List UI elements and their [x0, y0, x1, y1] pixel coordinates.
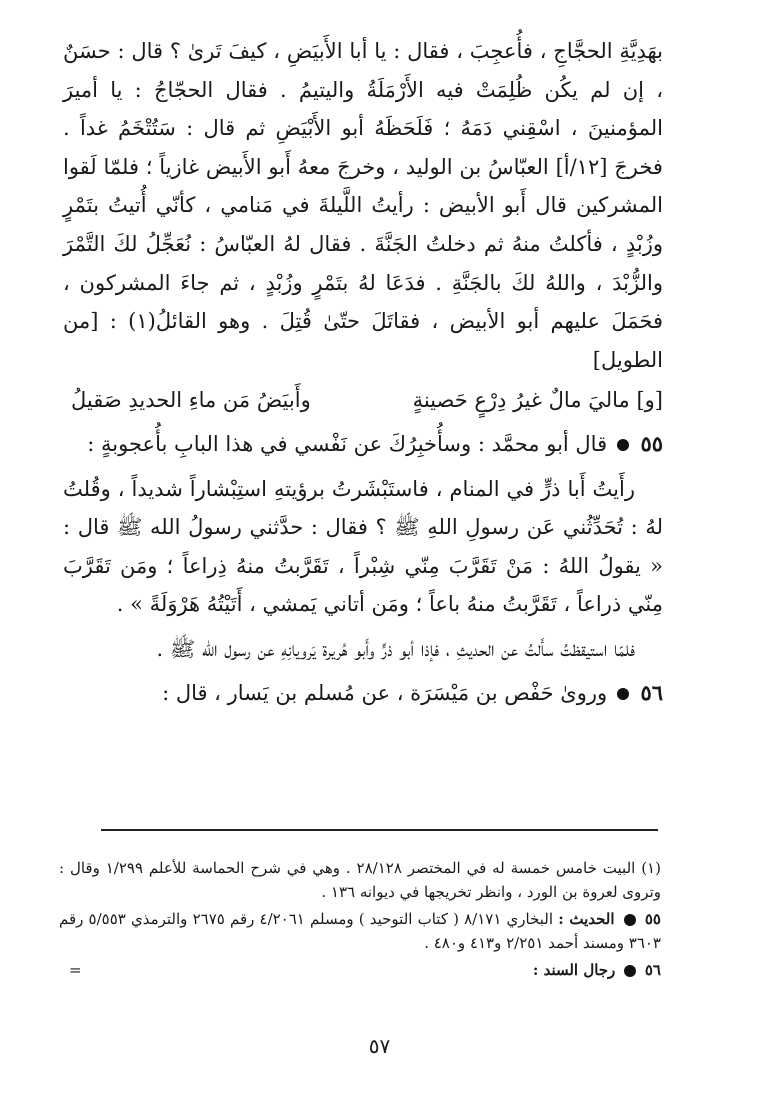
bullet-icon [624, 914, 636, 926]
entry-55 [63, 425, 663, 464]
main-text [63, 32, 663, 712]
footnote-line: (١) البيت خامس خمسة له في المختصر ٢٨/١٢٨ . وهي في شرح الحماسة للأعلم [148, 859, 661, 877]
text-line: منهُ ذِراعاً ؛ ومَن تَقَرَّبَ مِنّي ذراعاً ، تَقَرَّبتُ منهُ باعاً ؛ ومَن أتاني [63, 553, 663, 617]
footnote-separator [101, 829, 658, 831]
text-line: يَمشي ، أَتَيْتُهُ هَرْوَلَةً » . [116, 592, 317, 617]
text-line: الحجّاجُ : يا أميرَ المؤمنينَ ، اسْقِني دَمَهُ ؛ فَلَحَظَهُ أبو الأَبْيَضِ ثم [63, 77, 663, 141]
bullet-icon [624, 965, 636, 977]
footnote-line: والترمذي ٥/٥٥٣ رقم ٣٦٠٣ ومسند أحمد ٢/٢٥١ و٤١٣ و٤٨٠ . [59, 910, 661, 952]
text-line: قال : حسَنٌ ، إن لم يكُن ظُلِمَتْ فيه الأَرْمَلَةُ واليتيمُ . فقال [63, 39, 663, 102]
verse-first-hemistich: [و] ماليَ مالٌ غيرُ دِرْعٍ حَصينةٍ [412, 388, 663, 413]
footnote-line: ١/٢٩٩ وقال : وتروى لعروة بن الورد ، وانظر تخريجها في ديوانه ١٣٦ . [59, 859, 661, 901]
entry-number [613, 425, 663, 464]
footnote-55 [59, 907, 661, 955]
footnote-1 [59, 856, 661, 904]
entry-text: قال أبو محمَّد : وسأُخبِرُكَ عن نَفْسي في هذا البابِ بأُعجوبةٍ : [87, 431, 608, 456]
footnote-number: ٥٥ [644, 910, 661, 928]
text-line: قال : سَتُتْخَمُ غداً . فخرجَ [١٢/أ] العبّاسُ بن الوليد ، وخرجَ معهُ [63, 116, 663, 179]
text-line: وقُلتُ لهُ : تُحَدِّثُني عَن رسولِ اللهِ ﷺ ؟ فقال : حدَّثني [63, 476, 663, 540]
footnote-line: البخاري ٨/١٧١ ( كتاب التوحيد ) ومسلم ٤/٢٠٦١ رقم ٢٦٧٥ [192, 910, 554, 928]
text-line: فلمّا استيقظتُ سأَلتُ عن الحديثِ ، فإذا أبو ذرٍّ وأَبو هُريرة [322, 636, 635, 661]
text-line: يَرويانِهِ عن رسول الله ﷺ . [156, 636, 316, 661]
footnotes [59, 856, 661, 985]
footnote-label: الحديث : [558, 910, 615, 928]
bullet-icon [617, 688, 629, 700]
paragraph-abyad-story [63, 32, 663, 379]
text-line: اللَّيلةَ في مَنامي ، كأنّي أُتيتُ بتَمْرٍ وزُبْدٍ ، فأكلتُ منهُ ثم دخلتُ [63, 193, 663, 256]
paragraph-waking [63, 630, 663, 669]
text-line: رأَيتُ أَبا ذرٍّ في المنام ، فاستَبْشَرتُ برؤيتهِ استِبْشاراً شديداً ، [117, 476, 635, 501]
entry-number-text: ٥٥ [640, 430, 663, 456]
entry-number-text: ٥٦ [640, 679, 663, 705]
paragraph-dream [63, 470, 663, 624]
entry-text: وروىٰ حَفْص بن مَيْسَرَة ، عن مُسلم بن يَسار ، قال : [162, 680, 608, 705]
footnote-number: ٥٦ [644, 961, 661, 979]
text-line: أَبو الأَبيض غازياً ؛ فلمّا لَقوا المشركين قال أَبو الأبيض : رأيتُ [63, 154, 663, 218]
entry-number [613, 674, 663, 713]
poetry-verse [71, 381, 663, 420]
text-line: بهَدِيَّةِ الحجَّاجِ ، فأُعجِبَ ، فقال : يا أبا الأَبيَضِ ، كيفَ تَرىٰ ؟ [169, 39, 663, 63]
text-line: أبو الأبيض ، فقاتَلَ حتّىٰ قُتِلَ . وهو القائلُ(١) : [من الطويل] [63, 309, 663, 372]
page-number: ٥٧ [368, 1034, 391, 1058]
text-line: رسولُ الله ﷺ قال : « يقولُ اللهُ : مَنْ تَقَرَّبَ مِنّي شِبْراً ، تَقَرَّبتُ [63, 515, 663, 578]
continuation-marker: = [69, 961, 82, 979]
text-line: الجَنَّةَ . فقال لهُ العبّاسُ : نُعَجِّلُ لكَ التَّمْرَ والزُّبْدَ ، واللهُ لكَ [63, 231, 663, 295]
bullet-icon [617, 439, 629, 451]
text-line: بالجَنَّةِ . فدَعَا لهُ بتَمْرٍ وزُبْدٍ ، ثم جاءَ المشركون ، فحَمَلَ عليهم [63, 270, 663, 334]
footnote-label: رجال السند : [532, 961, 616, 979]
footnote-56 [59, 958, 661, 982]
verse-second-hemistich: وأَبيَضُ مَن ماءِ الحديدِ صَقيلُ [71, 388, 311, 413]
entry-56 [63, 674, 663, 713]
